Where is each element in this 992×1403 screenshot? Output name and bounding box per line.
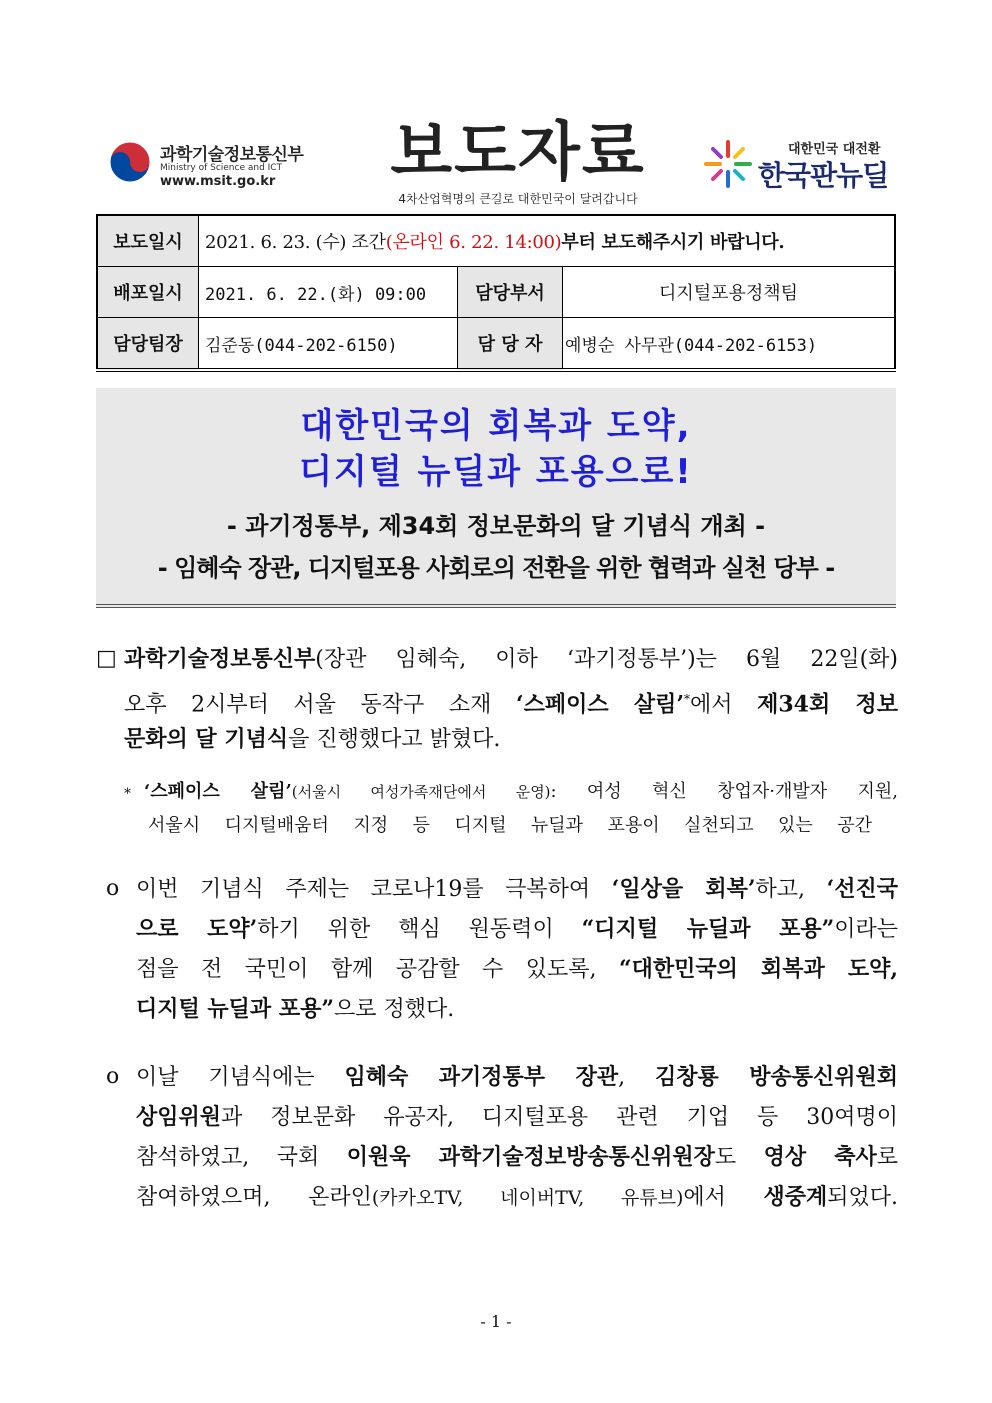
p2-text: 점을 전 국민이 함께 공감할 수 있도록,	[136, 957, 619, 982]
slogan: 4차산업혁명의 큰길로 대한민국이 달려갑니다	[398, 192, 638, 206]
p2-text: 하고,	[755, 877, 827, 902]
contact-label: 담 당 자	[458, 318, 563, 371]
p2-bold: 디지털 뉴딜과 포용”	[136, 996, 334, 1022]
p2-bold: “대한민국의 회복과 도약,	[618, 956, 899, 982]
p3-text: 과 정보문화 유공자, 디지털포용 관련 기업 등 30여명이	[221, 1105, 898, 1130]
p3-text: 참여하였으며, 온라인	[136, 1185, 372, 1210]
headline-line-1: 대한민국의 회복과 도약,	[300, 406, 692, 446]
department-value: 디지털포용정책팀	[563, 267, 896, 318]
ministry-logo	[108, 136, 338, 194]
ministry-english-name: Ministry of Science and ICT	[160, 163, 283, 173]
p3-text: 되었다.	[827, 1185, 898, 1210]
paragraph-1-line-3	[124, 724, 500, 755]
p3-bold: 임혜숙 과기정통부 장관	[344, 1064, 619, 1090]
distribution-value: 2021. 6. 22.(화) 09:00	[199, 267, 458, 318]
contact-value: 예병순 사무관(044-202-6153)	[563, 318, 896, 371]
p1-text: 에서	[690, 692, 758, 718]
new-deal-star-icon	[702, 138, 754, 190]
ministry-bold: 과학기술정보통신부	[124, 646, 316, 672]
ministry-url[interactable]: www.msit.go.kr	[160, 174, 276, 189]
footnote-mark: *	[684, 692, 691, 706]
contact-row	[97, 318, 895, 371]
p3-text: 로	[876, 1145, 898, 1170]
new-deal-name: 한국판뉴딜	[758, 159, 889, 192]
release-suffix: 부터 보도해주시기 바랍니다.	[561, 232, 785, 253]
venue-bold: ‘스페이스 살림’	[515, 691, 685, 718]
headline-line-2: 디지털 뉴딜과 포용으로!	[299, 452, 693, 492]
distribution-row	[97, 267, 895, 318]
press-release-title: 보도자료	[390, 116, 646, 190]
footnote-star: *	[124, 786, 131, 802]
paragraph-3-line-3	[136, 1142, 898, 1173]
p3-bold: 김창룡 방송통신위원회	[654, 1064, 898, 1090]
department-label: 담당부서	[458, 267, 563, 318]
headline-box	[96, 388, 896, 608]
p3-text: 참석하였고, 국회	[136, 1145, 347, 1170]
release-label: 보도일시	[97, 215, 199, 267]
footnote-text: : 여성 혁신 창업자·개발자 지원,	[550, 781, 898, 802]
paragraph-2-line-2	[136, 914, 898, 945]
subheadline-1: - 과기정통부, 제34회 정보문화의 달 기념식 개최 -	[226, 512, 766, 540]
p3-bold: 상임위원	[136, 1104, 222, 1130]
p3-text: ,	[618, 1065, 655, 1090]
taegeuk-emblem-icon	[108, 140, 152, 184]
paragraph-1-marker: □	[96, 646, 117, 671]
p2-text: 이번 기념식 주제는 코로나19를 극복하여	[136, 877, 612, 902]
paragraph-2-line-1	[136, 874, 898, 905]
p3-bold: 이원욱 과학기술정보방송통신위원장	[346, 1144, 715, 1170]
paragraph-2-line-4	[136, 994, 454, 1025]
release-date: 2021. 6. 23. (수) 조간	[205, 232, 386, 253]
p3-text: 이날 기념식에는	[136, 1065, 345, 1090]
p1-text: 오후 2시부터 서울 동작구 소재	[124, 692, 516, 718]
paragraph-3-line-4	[136, 1182, 898, 1213]
p3-bold: 생중계	[763, 1184, 828, 1210]
p2-text: 하기 위한 핵심 원동력이	[257, 917, 582, 942]
page-number: - 1 -	[480, 1312, 512, 1331]
paragraph-2-marker: o	[106, 876, 120, 901]
footnote-line-2: 서울시 디지털배움터 지정 등 디지털 뉴딜과 포용이 실천되고 있는 공간	[148, 815, 872, 836]
release-value	[199, 215, 896, 267]
footnote-line-1	[144, 780, 898, 804]
paragraph-1-line-1	[124, 644, 898, 675]
p1-text: 을 진행했다고 밝혔다.	[288, 727, 501, 752]
p2-bold: ‘일상을 회복’	[611, 876, 756, 902]
release-info-table	[96, 214, 896, 372]
ministry-name: 과학기술정보통신부	[160, 145, 304, 165]
new-deal-tagline: 대한민국 대전환	[788, 142, 881, 157]
p3-text: 에서	[683, 1185, 764, 1210]
team-lead-value: 김준동(044-202-6150)	[199, 318, 458, 371]
paragraph-3-marker: o	[106, 1064, 120, 1089]
distribution-label: 배포일시	[97, 267, 199, 318]
p2-text: 이라는	[834, 917, 898, 942]
release-row	[97, 215, 895, 267]
paragraph-1-line-2	[124, 684, 898, 720]
paragraph-2-line-3	[136, 954, 898, 985]
release-online: (온라인 6. 22. 14:00)	[385, 232, 562, 253]
p2-bold: “디지털 뉴딜과 포용”	[581, 916, 835, 942]
p3-bold: 영상 축사	[763, 1144, 877, 1170]
footnote-paren: (서울시 여성가족재단에서 운영)	[291, 783, 551, 801]
paragraph-3-line-1	[136, 1062, 898, 1093]
paragraph-3-line-2	[136, 1102, 898, 1133]
event-bold: 제34회 정보	[757, 691, 898, 718]
korean-new-deal-logo	[702, 134, 892, 194]
p3-paren: (카카오TV, 네이버TV, 유튜브)	[371, 1187, 684, 1209]
p2-bold: ‘선진국	[826, 876, 898, 902]
subheadline-2: - 임혜숙 장관, 디지털포용 사회로의 전환을 위한 협력과 실천 당부 -	[157, 554, 835, 582]
p1-text: (장관 임혜숙, 이하 ‘과기정통부’)는 6월 22일(화)	[315, 647, 898, 672]
p3-text: 도	[714, 1145, 764, 1170]
p2-text: 으로 정했다.	[334, 997, 455, 1022]
p2-bold: 으로 도약’	[136, 916, 258, 942]
event-bold: 문화의 달 기념식	[124, 726, 289, 752]
team-lead-label: 담당팀장	[97, 318, 199, 371]
venue-bold: ‘스페이스 살림’	[144, 781, 292, 802]
